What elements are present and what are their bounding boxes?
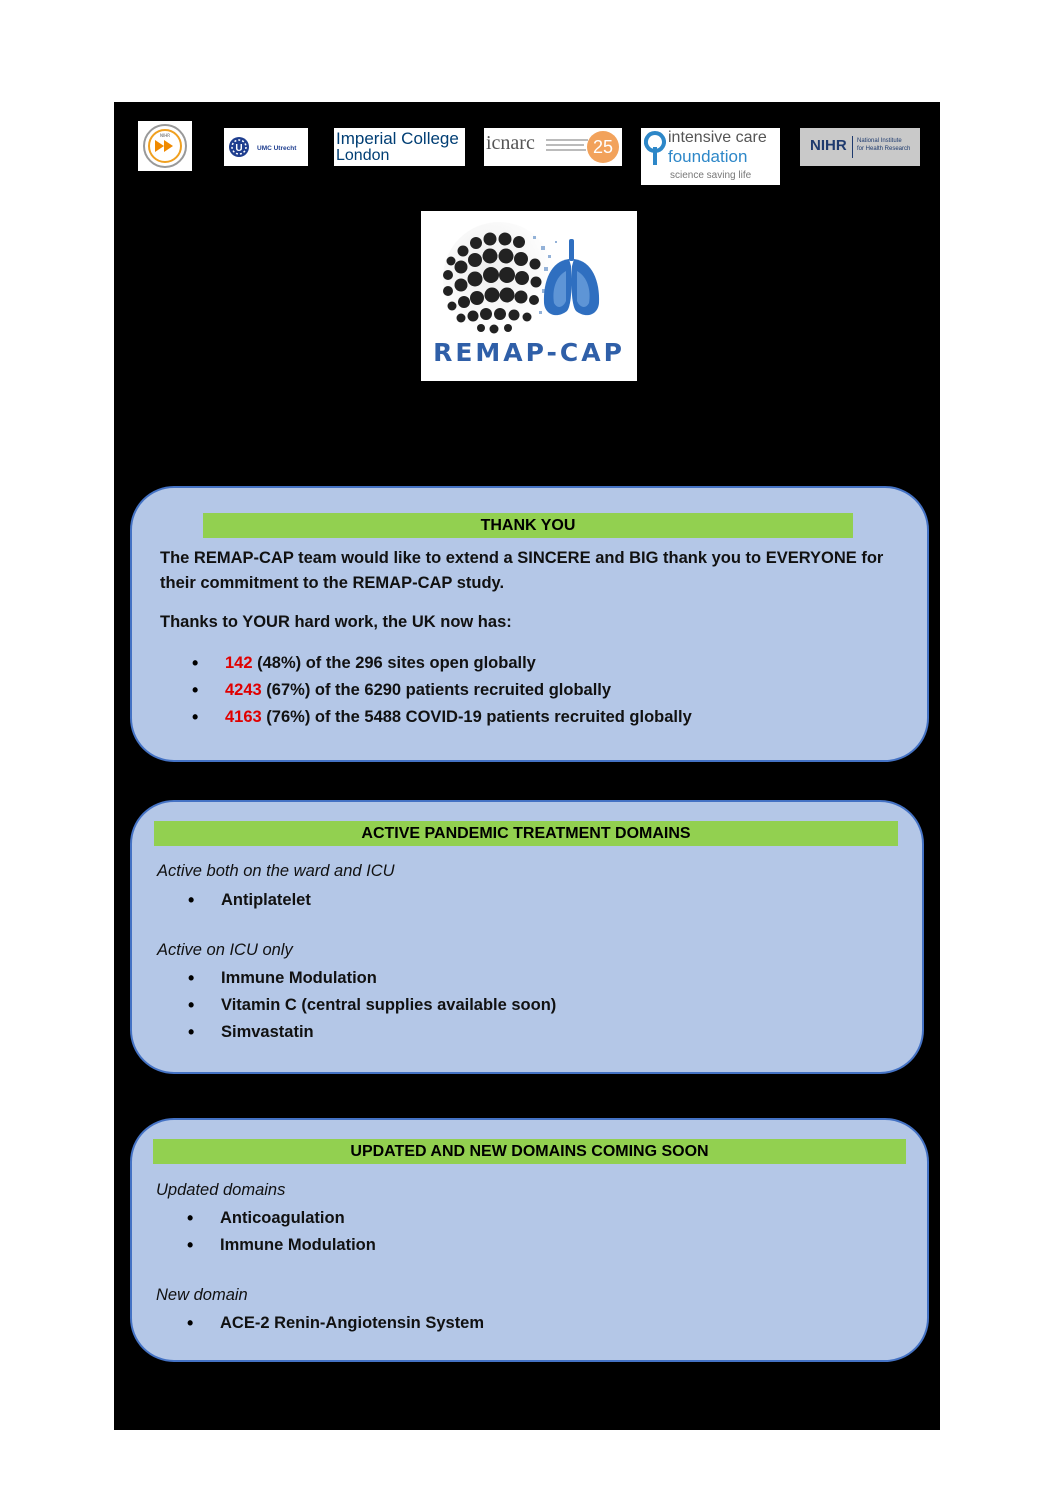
icf-emblem-icon [644,131,666,167]
svg-text:UMC Utrecht: UMC Utrecht [257,145,297,152]
coming-soon-heading: UPDATED AND NEW DOMAINS COMING SOON [153,1139,906,1164]
list-item: • 142 (48%) of the 296 sites open globally [192,650,892,677]
intensive-care-foundation-logo: intensive care foundation science saving life [641,128,780,185]
list-item: • Anticoagulation [187,1205,837,1232]
updated-domains-label: Updated domains [156,1181,286,1199]
icu-only-label: Active on ICU only [157,941,293,959]
list-item: • 4163 (76%) of the 5488 COVID-19 patients recruited globally [192,704,892,731]
globe-lungs-icon [421,211,637,341]
icu-only-list [188,965,838,1046]
list-item: • Immune Modulation [187,1232,837,1259]
svg-text:NIHR: NIHR [160,133,170,138]
umc-utrecht-logo [224,128,308,166]
updated-domains-list [187,1205,837,1259]
badge-icon [138,121,192,171]
icnarc-logo: icnarc 25 [484,128,622,166]
ward-and-icu-label: Active both on the ward and ICU [157,862,395,880]
svg-text:U: U [235,143,243,154]
active-domains-heading: ACTIVE PANDEMIC TREATMENT DOMAINS [154,821,898,846]
list-item: • Immune Modulation [188,965,838,992]
imperial-college-london-logo: Imperial College London [334,128,465,166]
list-item: • Vitamin C (central supplies available soon) [188,992,838,1019]
icnarc-25-badge: 25 [587,131,619,163]
list-item: • 4243 (67%) of the 6290 patients recruited globally [192,677,892,704]
ward-and-icu-list [188,887,838,914]
list-item: • Antiplatelet [188,887,838,914]
thank-you-intro: The REMAP-CAP team would like to extend a SINCERE and BIG thank you to EVERYONE for their commitment to the REMAP-CAP study. [160,549,884,592]
remap-cap-logo: REMAP-CAP [421,211,637,381]
thank-you-heading: THANK YOU [203,513,853,538]
nihr-logo: NIHR National Institute for Health Research [800,128,920,166]
nihr-crn-badge-logo [138,121,192,171]
thank-you-lead: Thanks to YOUR hard work, the UK now has: [160,613,512,631]
list-item: • Simvastatin [188,1019,838,1046]
uk-stats-list [192,650,892,731]
new-domain-list [187,1310,837,1337]
new-domain-label: New domain [156,1286,248,1304]
list-item: • ACE-2 Renin-Angiotensin System [187,1310,837,1337]
